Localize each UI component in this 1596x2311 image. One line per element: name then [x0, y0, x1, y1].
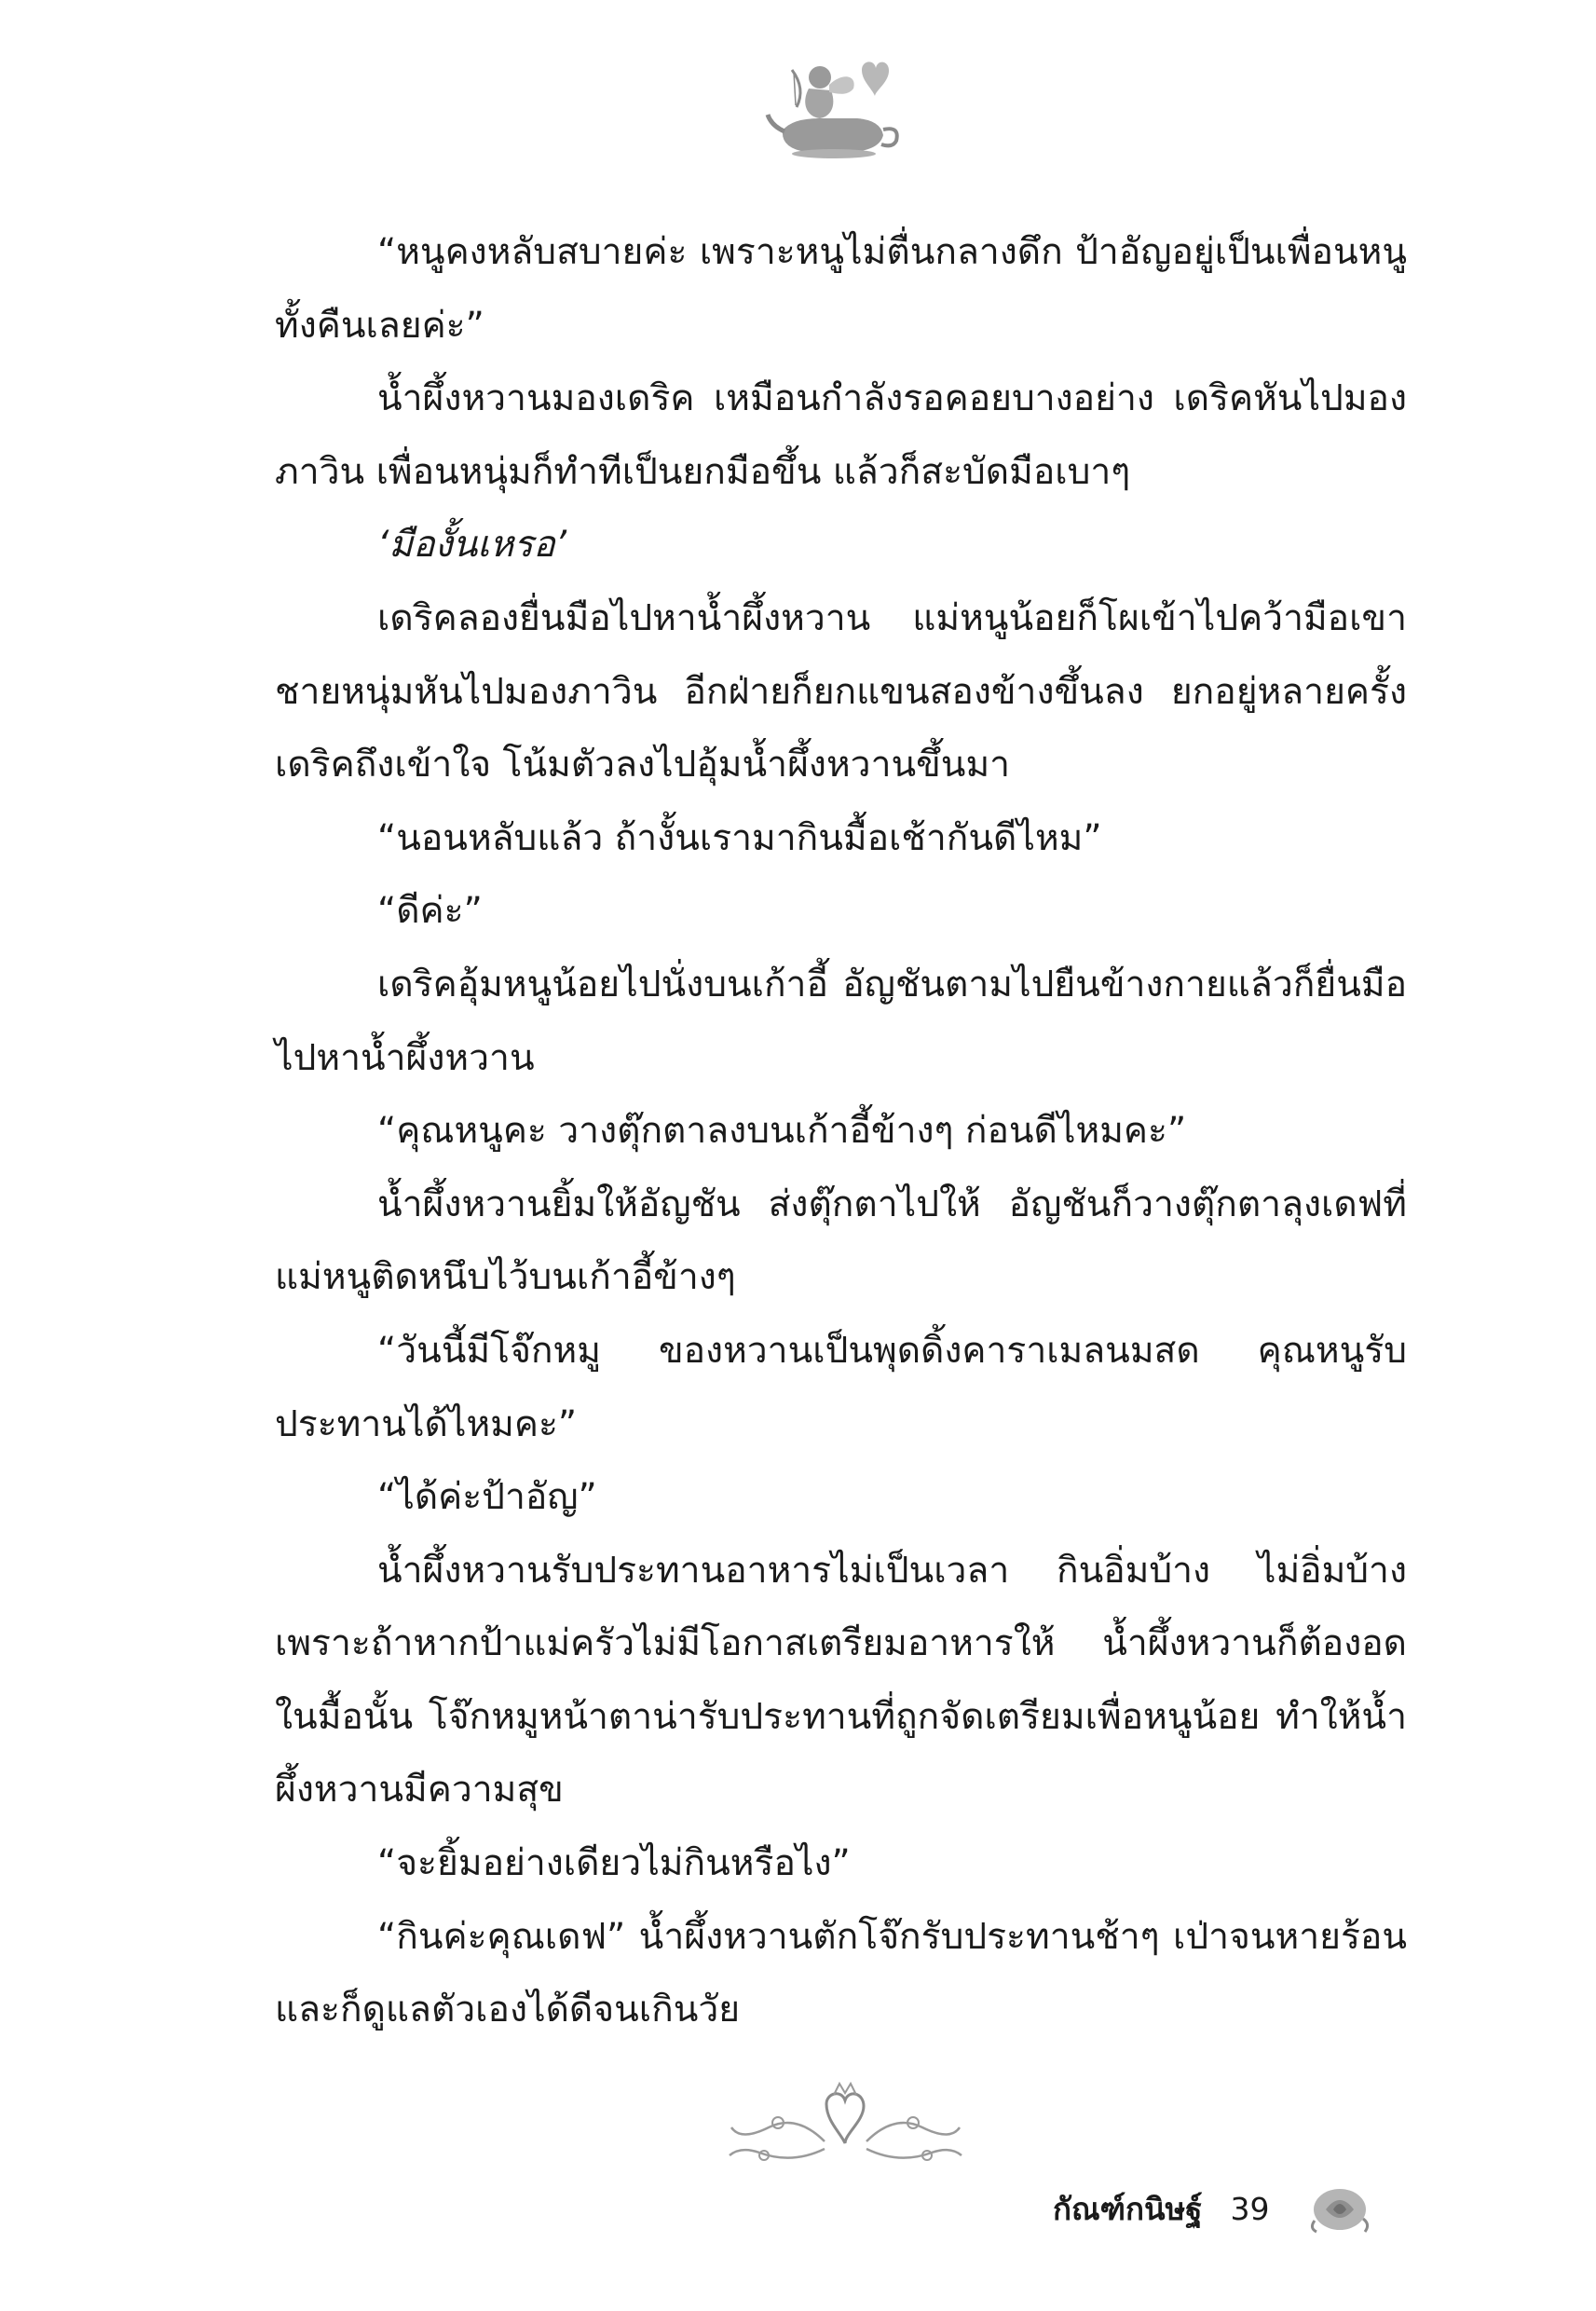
book-title: กัณฑ์กนิษฐ์	[1053, 2190, 1203, 2227]
paragraph-italic: ‘มืองั้นเหรอ’	[377, 524, 567, 567]
chapter-body	[275, 216, 1407, 2047]
paragraph: น้ำผึ้งหวานรับประทานอาหารไม่เป็นเวลา กินอิ่มบ้าง ไม่อิ่มบ้าง เพราะถ้าหากป้าแม่ครัวไม่มีโอกาสเตรียมอาหารให้ น้ำผึ้งหวานก็ต้องอดในมื้อนั้น โจ๊กหมูหน้าตาน่ารับประทานที่ถูกจัดเตรียมเพื่อหนูน้อย ทำให้น้ำผึ้งหวานมีความสุข	[275, 1549, 1407, 1812]
page-number: 39	[1230, 2190, 1270, 2227]
paragraph: เดริคลองยื่นมือไปหาน้ำผึ้งหวาน แม่หนูน้อยก็โผเข้าไปคว้ามือเขา ชายหนุ่มหันไปมองภาวิน อีกฝ่ายก็ยกแขนสองข้างขึ้นลง ยกอยู่หลายครั้ง เดริคถึงเข้าใจ โน้มตัวลงไปอุ้มน้ำผึ้งหวานขึ้นมา	[275, 596, 1407, 786]
paragraph: “คุณหนูคะ วางตุ๊กตาลงบนเก้าอี้ข้างๆ ก่อนดีไหมคะ”	[377, 1110, 1187, 1153]
paragraph: น้ำผึ้งหวานมองเดริค เหมือนกำลังรอคอยบางอย่าง เดริคหันไปมองภาวิน เพื่อนหนุ่มก็ทำทีเป็นยกมือขึ้น แล้วก็สะบัดมือเบาๆ	[275, 377, 1407, 493]
cupid-teapot-icon	[764, 51, 904, 163]
heart-scroll-icon	[722, 2076, 969, 2179]
paragraph: “ดีค่ะ”	[377, 890, 483, 933]
rose-icon	[1307, 2183, 1372, 2235]
paragraph: เดริคอุ้มหนูน้อยไปนั่งบนเก้าอี้ อัญชันตามไปยืนข้างกายแล้วก็ยื่นมือไปหาน้ำผึ้งหวาน	[275, 963, 1407, 1079]
paragraph: “นอนหลับแล้ว ถ้างั้นเรามากินมื้อเช้ากันดีไหม”	[377, 816, 1102, 859]
paragraph: “วันนี้มีโจ๊กหมู ของหวานเป็นพุดดิ้งคาราเมลนมสด คุณหนูรับประทานได้ไหมคะ”	[275, 1329, 1407, 1445]
paragraph: “ได้ค่ะป้าอัญ”	[377, 1476, 597, 1519]
paragraph: “จะยิ้มอย่างเดียวไม่กินหรือไง”	[377, 1842, 851, 1885]
page-footer	[1053, 2181, 1372, 2236]
paragraph: น้ำผึ้งหวานยิ้มให้อัญชัน ส่งตุ๊กตาไปให้ อัญชันก็วางตุ๊กตาลุงเดฟที่แม่หนูติดหนึบไว้บนเก้าอี้ข้างๆ	[275, 1183, 1407, 1299]
paragraph: “กินค่ะคุณเดฟ” น้ำผึ้งหวานตักโจ๊กรับประทานช้าๆ เป่าจนหายร้อน และก็ดูแลตัวเองได้ดีจนเกินวัย	[275, 1915, 1407, 2031]
paragraph: “หนูคงหลับสบายค่ะ เพราะหนูไม่ตื่นกลางดึก ป้าอัญอยู่เป็นเพื่อนหนูทั้งคืนเลยค่ะ”	[275, 231, 1407, 347]
